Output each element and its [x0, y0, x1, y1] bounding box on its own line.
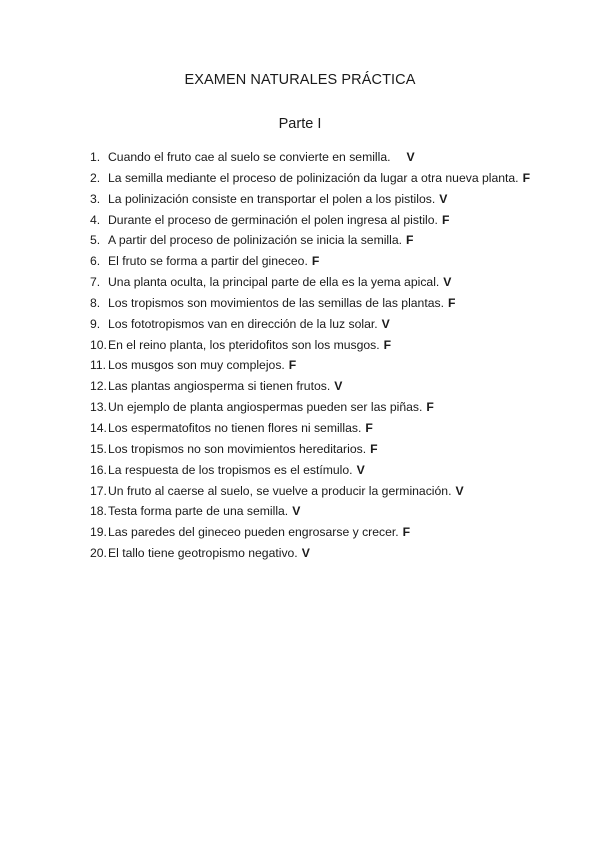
question-item: [90, 171, 580, 192]
question-answer: V: [443, 275, 452, 290]
question-text: Los tropismos son movimientos de las semillas de las plantas.: [108, 295, 444, 310]
question-answer: V: [406, 150, 415, 164]
question-item: [90, 463, 580, 484]
question-answer: F: [522, 170, 531, 185]
question-answer: F: [441, 212, 450, 227]
question-number: 3.: [90, 191, 101, 206]
question-item: [90, 275, 580, 296]
question-answer: F: [402, 525, 411, 540]
question-text: Las plantas angiosperma si tienen frutos.: [108, 379, 331, 394]
question-answer: V: [381, 316, 390, 331]
question-item: [90, 150, 580, 171]
question-item: [90, 504, 580, 525]
question-item: [90, 546, 580, 567]
question-text: A partir del proceso de polinización se inicia la semilla.: [108, 233, 403, 248]
question-answer: F: [288, 358, 297, 373]
question-item: [90, 379, 580, 400]
question-item: [90, 254, 580, 275]
question-number: 15.: [90, 441, 107, 456]
question-text: En el reino planta, los pteridofitos son los musgos.: [108, 337, 380, 352]
question-item: [90, 296, 580, 317]
question-answer: F: [426, 400, 434, 415]
question-number: 10.: [90, 337, 107, 352]
question-text: Los tropismos no son movimientos hereditarios.: [108, 441, 367, 456]
question-number: 17.: [90, 483, 107, 498]
question-number: 20.: [90, 546, 107, 561]
question-number: 18.: [90, 504, 107, 519]
question-number: 13.: [90, 400, 107, 415]
question-answer: V: [356, 462, 365, 477]
question-answer: F: [365, 420, 373, 435]
question-item: [90, 233, 580, 254]
question-number: 4.: [90, 212, 101, 227]
question-answer: F: [383, 337, 392, 352]
question-answer: F: [447, 295, 456, 310]
question-text: Una planta oculta, la principal parte de ella es la yema apical.: [108, 275, 440, 290]
exam-part-heading: Parte I: [278, 116, 322, 132]
question-answer: V: [455, 483, 464, 498]
question-number: 11.: [90, 358, 107, 373]
question-text: Cuando el fruto cae al suelo se convierte en semilla.: [108, 150, 391, 164]
question-text: El tallo tiene geotropismo negativo.: [108, 546, 298, 561]
question-list: [90, 150, 580, 567]
question-number: 14.: [90, 420, 107, 435]
question-item: [90, 400, 580, 421]
question-item: [90, 525, 580, 546]
question-item: [90, 192, 580, 213]
question-answer: V: [439, 191, 448, 206]
question-answer: F: [406, 233, 414, 248]
question-number: 2.: [90, 170, 101, 185]
question-answer: V: [301, 546, 310, 561]
question-answer: V: [292, 504, 301, 519]
question-number: 16.: [90, 462, 107, 477]
question-text: La polinización consiste en transportar el polen a los pistilos.: [108, 191, 436, 206]
question-number: 9.: [90, 316, 101, 331]
question-text: La semilla mediante el proceso de polinización da lugar a otra nueva planta.: [108, 170, 519, 185]
question-number: 19.: [90, 525, 107, 540]
question-text: Las paredes del gineceo pueden engrosarse y crecer.: [108, 525, 399, 540]
question-text: Los espermatofitos no tienen flores ni semillas.: [108, 420, 362, 435]
question-item: [90, 213, 580, 234]
question-answer: F: [370, 441, 378, 456]
question-item: [90, 317, 580, 338]
question-text: Un ejemplo de planta angiospermas pueden ser las piñas.: [108, 400, 423, 415]
question-text: Los fototropismos van en dirección de la luz solar.: [108, 316, 378, 331]
question-number: 5.: [90, 233, 101, 248]
question-text: La respuesta de los tropismos es el estímulo.: [108, 462, 353, 477]
question-text: Testa forma parte de una semilla.: [108, 504, 289, 519]
question-text: Un fruto al caerse al suelo, se vuelve a producir la germinación.: [108, 483, 452, 498]
question-number: 6.: [90, 254, 101, 269]
question-item: [90, 442, 580, 463]
question-item: [90, 484, 580, 505]
question-item: [90, 421, 580, 442]
question-item: [90, 358, 580, 379]
question-text: Los musgos son muy complejos.: [108, 358, 285, 373]
question-answer: V: [334, 379, 343, 394]
question-text: Durante el proceso de germinación el polen ingresa al pistilo.: [108, 212, 438, 227]
question-text: El fruto se forma a partir del gineceo.: [108, 254, 308, 269]
question-number: 12.: [90, 379, 107, 394]
question-number: 1.: [90, 150, 101, 164]
exam-title: EXAMEN NATURALES PRÁCTICA: [184, 72, 416, 88]
question-number: 7.: [90, 275, 101, 290]
question-number: 8.: [90, 295, 101, 310]
question-item: [90, 338, 580, 359]
question-answer: F: [311, 254, 320, 269]
